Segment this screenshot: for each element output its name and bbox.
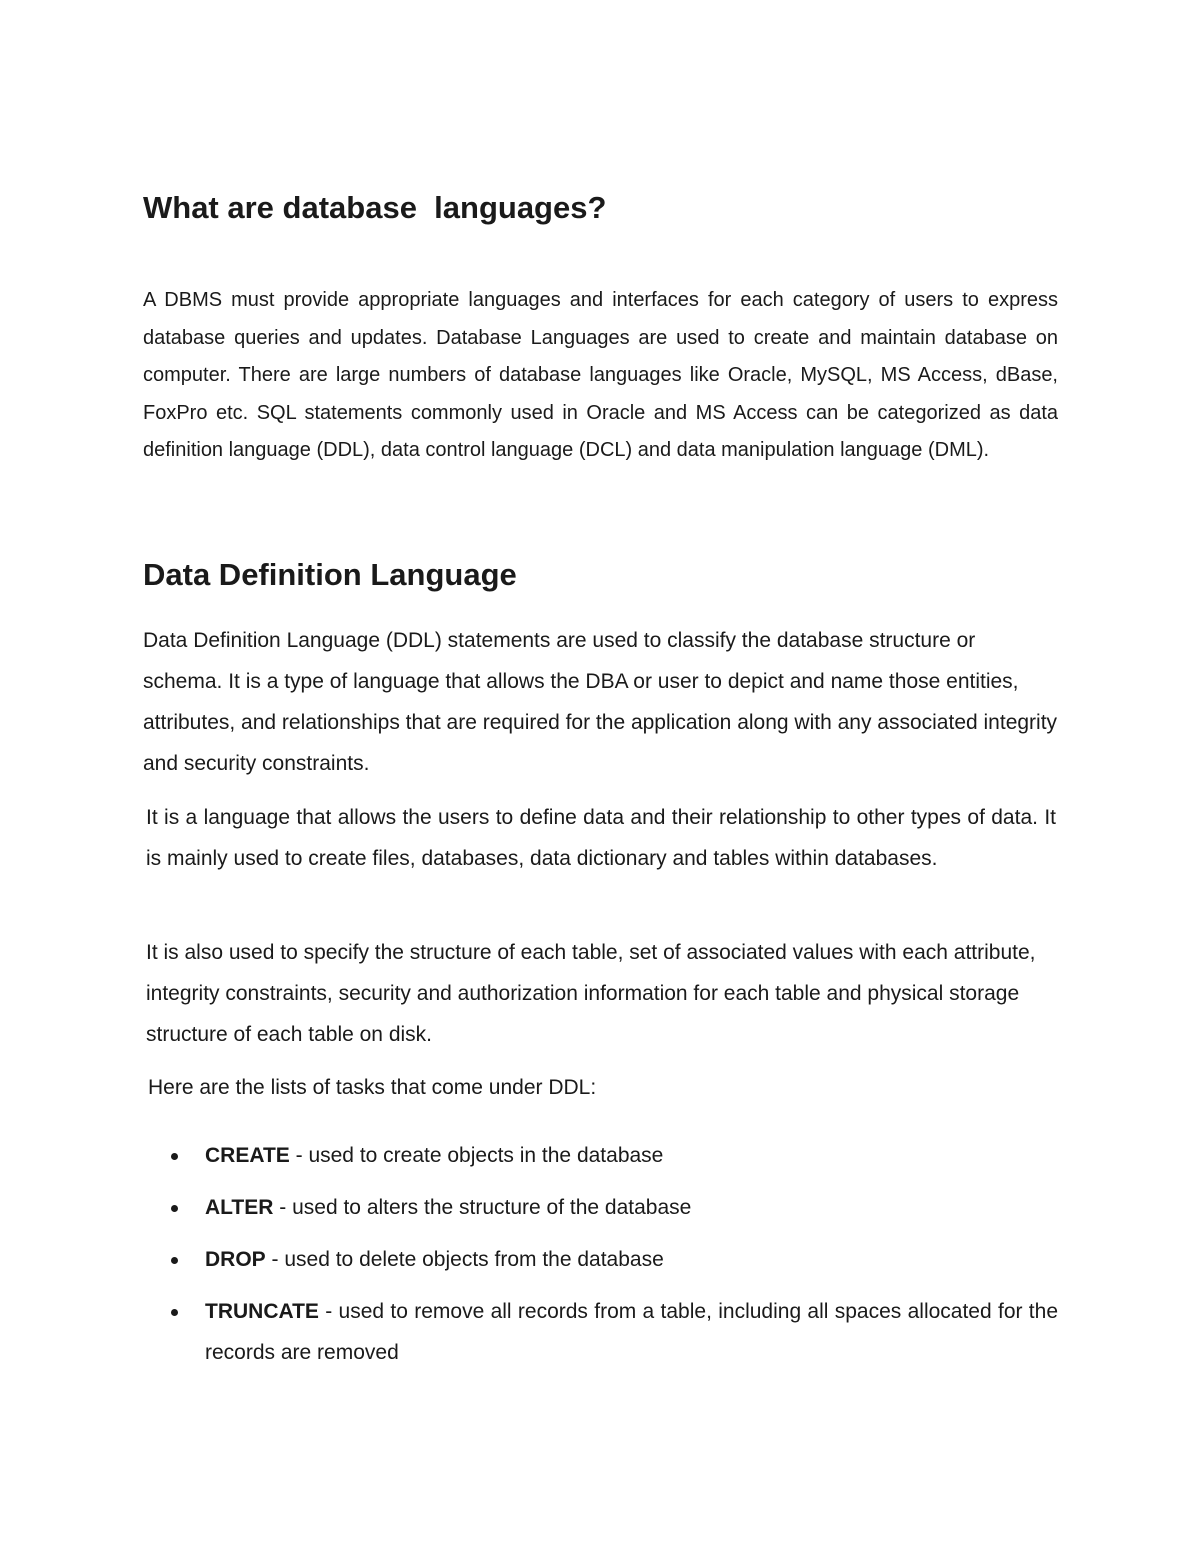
bullet-icon bbox=[171, 1257, 178, 1264]
bullet-icon bbox=[171, 1205, 178, 1212]
task-description: - used to alters the structure of the database bbox=[273, 1196, 692, 1219]
list-item-text bbox=[205, 1187, 1058, 1228]
ddl-paragraph-3: It is also used to specify the structure of each table, set of associated values with each attribute, integrity constraints, security and authorization information for each table and physical storage structure of each table on disk. bbox=[146, 941, 1036, 1046]
page-title: What are database languages? bbox=[143, 190, 607, 225]
section-heading: Data Definition Language bbox=[143, 557, 517, 592]
task-keyword: DROP bbox=[205, 1248, 266, 1271]
task-keyword: CREATE bbox=[205, 1144, 290, 1167]
task-description: - used to remove all records from a table, including all spaces allocated for the records are removed bbox=[205, 1300, 1058, 1364]
ddl-paragraph-2: It is a language that allows the users to define data and their relationship to other types of data. It is mainly used to create files, databases, data dictionary and tables within databases. bbox=[146, 806, 1056, 870]
list-item-text bbox=[205, 1135, 1058, 1176]
bullet-icon bbox=[171, 1309, 178, 1316]
list-item-text bbox=[205, 1291, 1058, 1373]
task-description: - used to delete objects from the database bbox=[265, 1248, 664, 1271]
task-description: - used to create objects in the database bbox=[289, 1144, 664, 1167]
list-item-text bbox=[205, 1239, 1058, 1280]
task-keyword: ALTER bbox=[205, 1196, 274, 1219]
ddl-paragraph-1: Data Definition Language (DDL) statements are used to classify the database structure or schema. It is a type of language that allows the DBA or user to depict and name those entities, attributes, and relationships that are required for the application along with any associated integrity and security constraints. bbox=[143, 629, 1058, 775]
intro-paragraph: A DBMS must provide appropriate languages and interfaces for each category of users to express database queries and updates. Database Languages are used to create and maintain database on computer. There are large numbers of database languages like Oracle, MySQL, MS Access, dBase, FoxPro etc. SQL statements commonly used in Oracle and MS Access can be categorized as data definition language (DDL), data control language (DCL) and data manipulation language (DML). bbox=[143, 289, 1058, 461]
bullet-icon bbox=[171, 1153, 178, 1160]
task-keyword: TRUNCATE bbox=[205, 1300, 319, 1323]
ddl-tasks-intro: Here are the lists of tasks that come under DDL: bbox=[148, 1076, 597, 1099]
